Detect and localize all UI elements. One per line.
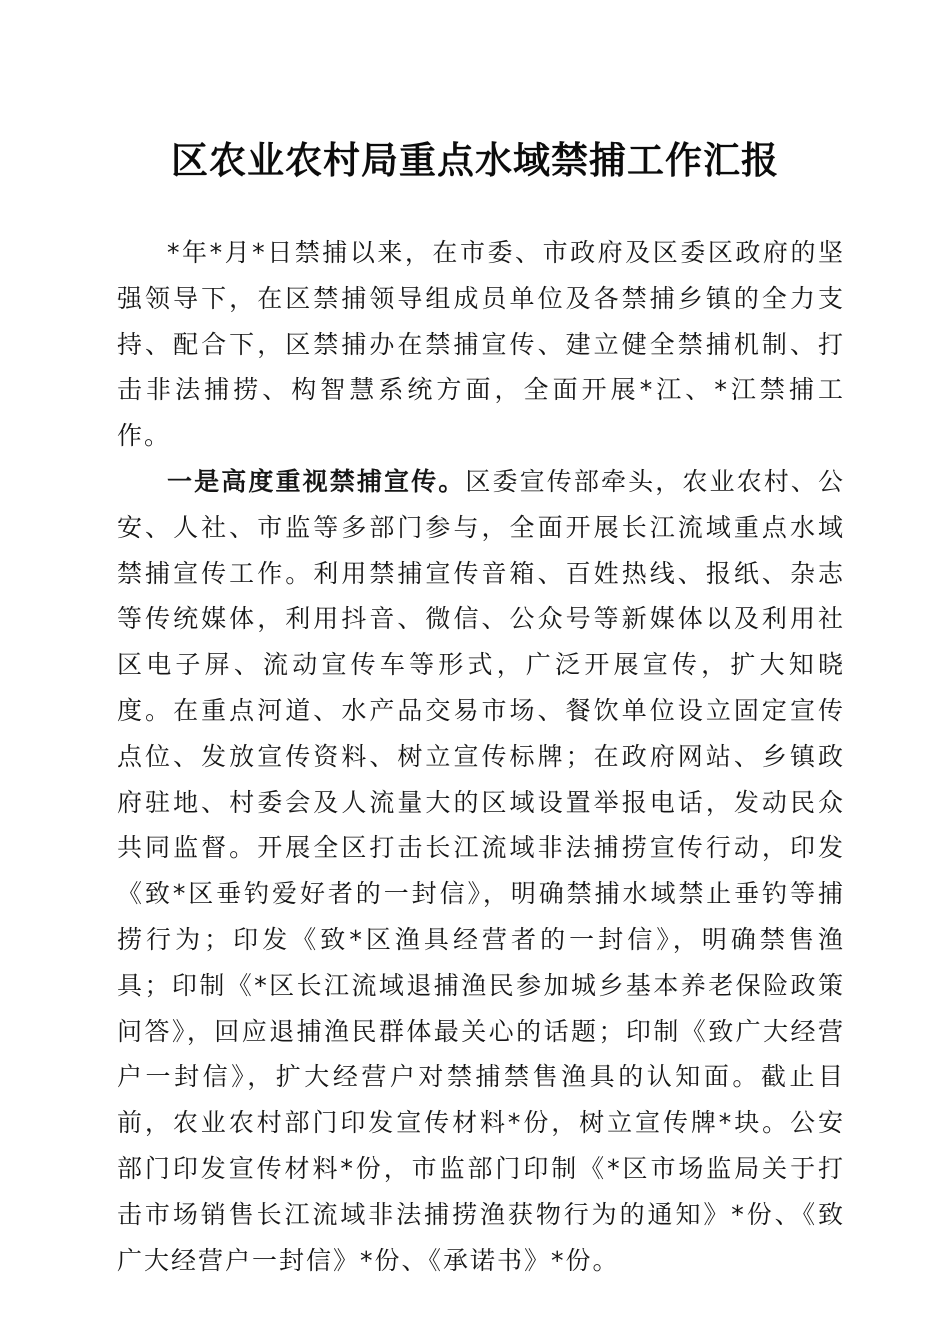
document-title: 区农业农村局重点水域禁捕工作汇报	[171, 138, 779, 182]
paragraph-publicity	[117, 459, 845, 1283]
paragraph-publicity-lead: 一是高度重视禁捕宣传。	[167, 466, 466, 496]
paragraph-intro	[117, 230, 845, 459]
paragraph-intro-text: *年*月*日禁捕以来，在市委、市政府及区委区政府的坚强领导下，在区禁捕领导组成员单位及各禁捕乡镇的全力支持、配合下，区禁捕办在禁捕宣传、建立健全禁捕机制、打击非法捕捞、构智慧系统方面，全面开展*江、*江禁捕工作。	[117, 238, 845, 451]
paragraph-publicity-text: 区委宣传部牵头，农业农村、公安、人社、市监等多部门参与，全面开展长江流域重点水域禁捕宣传工作。利用禁捕宣传音箱、百姓热线、报纸、杂志等传统媒体，利用抖音、微信、公众号等新媒体以及利用社区电子屏、流动宣传车等形式，广泛开展宣传，扩大知晓度。在重点河道、水产品交易市场、餐饮单位设立固定宣传点位、发放宣传资料、树立宣传标牌；在政府网站、乡镇政府驻地、村委会及人流量大的区域设置举报电话，发动民众共同监督。开展全区打击长江流域非法捕捞宣传行动，印发《致*区垂钓爱好者的一封信》，明确禁捕水域禁止垂钓等捕捞行为；印发《致*区渔具经营者的一封信》，明确禁售渔具；印制《*区长江流域退捕渔民参加城乡基本养老保险政策问答》，回应退捕渔民群体最关心的话题；印制《致广大经营户一封信》，扩大经营户对禁捕禁售渔具的认知面。截止目前，农业农村部门印发宣传材料*份，树立宣传牌*块。公安部门印发宣传材料*份，市监部门印制《*区市场监局关于打击市场销售长江流域非法捕捞渔获物行为的通知》*份、《致广大经营户一封信》*份、《承诺书》*份。	[117, 466, 845, 1275]
document-body	[117, 230, 845, 1283]
